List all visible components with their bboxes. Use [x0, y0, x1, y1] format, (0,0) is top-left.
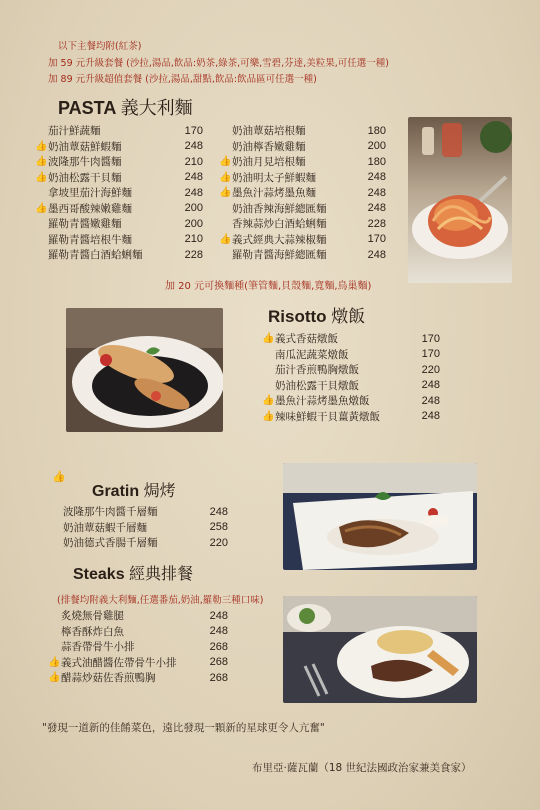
- menu-item-price: 248: [209, 505, 228, 518]
- footer-author: 布里亞·薩瓦蘭（18 世紀法國政治家兼美食家）: [252, 762, 472, 774]
- menu-item: [219, 247, 386, 263]
- header-note-set-89: 加 89 元升級超值套餐 (沙拉,湯品,甜點,飲品:飲品區可任選一種): [48, 74, 317, 85]
- pasta-section-title: [58, 94, 193, 120]
- thumbs-up-icon: 👍: [35, 202, 48, 214]
- risotto-title-en: Risotto: [268, 307, 327, 326]
- risotto-list: [262, 331, 440, 424]
- menu-item-price: 268: [209, 671, 228, 684]
- menu-item: [50, 535, 228, 551]
- menu-item-name: 羅勒青醬嫩雞麵: [48, 218, 122, 231]
- menu-item-name: 波隆那牛肉醬千層麵: [63, 506, 158, 519]
- menu-item-price: 248: [421, 379, 440, 392]
- menu-item-name: 奶油蕈菇鮮蝦麵: [48, 140, 122, 153]
- menu-item-name: 茄汁鮮蔬麵: [48, 125, 101, 138]
- pasta-title-zh: 義大利麵: [120, 98, 193, 119]
- thumbs-up-icon: 👍: [48, 672, 61, 684]
- menu-item-price: 258: [209, 521, 228, 534]
- menu-item: [35, 139, 203, 155]
- menu-item-name: 奶油蕈菇蝦千層麵: [63, 521, 147, 534]
- footer-quote: "發現一道新的佳餚菜色，遠比發現一顆新的星球更令人亢奮": [42, 722, 325, 734]
- menu-item-name: 奶油蕈菇培根麵: [232, 125, 306, 138]
- thumbs-up-icon: 👍: [219, 156, 232, 168]
- menu-item: [219, 232, 386, 248]
- menu-item: [48, 624, 228, 640]
- menu-item-name: 蒜香帶骨牛小排: [61, 641, 135, 654]
- risotto-photo: [66, 308, 223, 432]
- gratin-list: [50, 504, 228, 551]
- menu-item-name: 義式香菇燉飯: [275, 333, 338, 346]
- pasta-photo: [408, 117, 512, 283]
- menu-item-name: 奶油松露干貝麵: [48, 171, 122, 184]
- menu-item-name: 南瓜泥蔬菜燉飯: [275, 348, 349, 361]
- thumbs-up-icon: 👍: [52, 470, 66, 483]
- menu-item-price: 248: [367, 202, 386, 215]
- menu-item: [219, 185, 386, 201]
- menu-item-price: 228: [184, 248, 203, 261]
- menu-item-name: 羅勒青醬培根牛麵: [48, 233, 132, 246]
- pasta-noodle-swap-note: 加 20 元可換麵種(筆管麵,貝殼麵,寬麵,鳥巢麵): [165, 281, 372, 292]
- menu-item-name: 墨魚汁蒜烤墨魚燉飯: [275, 395, 370, 408]
- menu-item: [35, 232, 203, 248]
- menu-item-name: 奶油檸香嫩雞麵: [232, 140, 306, 153]
- menu-item-name: 墨西哥酸辣嫩雞麵: [48, 202, 132, 215]
- pasta-list-left: [35, 123, 203, 263]
- thumbs-up-icon: 👍: [35, 140, 48, 152]
- menu-item-name: 義式經典大蒜辣椒麵: [232, 233, 327, 246]
- header-note-set-59: 加 59 元升級套餐 (沙拉,湯品,飲品:奶茶,綠茶,可樂,雪碧,芬達,美粒果,可任選一種): [48, 58, 389, 69]
- thumbs-up-icon: 👍: [48, 656, 61, 668]
- menu-item-price: 248: [209, 609, 228, 622]
- menu-item-price: 200: [367, 140, 386, 153]
- menu-item: [50, 520, 228, 536]
- menu-item-name: 義式油醋醬佐帶骨牛小排: [61, 656, 177, 669]
- menu-item-name: 拿坡里茄汁海鮮麵: [48, 187, 132, 200]
- menu-item-price: 170: [367, 233, 386, 246]
- menu-item: [35, 123, 203, 139]
- menu-item-name: 波隆那牛肉醬麵: [48, 156, 122, 169]
- menu-item-name: 奶油松露干貝燉飯: [275, 379, 359, 392]
- menu-item-price: 180: [367, 155, 386, 168]
- steaks-title-zh: 經典排餐: [129, 564, 194, 583]
- steaks-title-en: Steaks: [73, 566, 125, 583]
- gratin-photo: [283, 463, 477, 570]
- steaks-photo: [283, 596, 477, 703]
- menu-item-name: 茄汁香煎鴨胸燉飯: [275, 364, 359, 377]
- menu-item: [219, 170, 386, 186]
- menu-item: [48, 608, 228, 624]
- menu-item: [262, 393, 440, 409]
- menu-item-price: 248: [184, 186, 203, 199]
- menu-item-price: 170: [184, 124, 203, 137]
- menu-item-name: 炙燒無骨雞腿: [61, 610, 124, 623]
- menu-item-price: 170: [421, 332, 440, 345]
- steaks-list: [48, 608, 228, 686]
- menu-item-price: 268: [209, 640, 228, 653]
- menu-item: [219, 201, 386, 217]
- menu-item-price: 210: [184, 233, 203, 246]
- menu-item: [48, 639, 228, 655]
- menu-item-name: 醋蒜炒菇佐香煎鴨胸: [61, 672, 156, 685]
- menu-item-name: 檸香酥炸白魚: [61, 625, 124, 638]
- menu-item-price: 248: [209, 625, 228, 638]
- thumbs-up-icon: 👍: [219, 171, 232, 183]
- gratin-title-zh: 焗烤: [143, 481, 176, 500]
- thumbs-up-icon: 👍: [262, 410, 275, 422]
- menu-item: [262, 362, 440, 378]
- menu-item: [219, 154, 386, 170]
- menu-item-name: 香辣蒜炒白酒蛤蜊麵: [232, 218, 327, 231]
- risotto-section-title: [268, 302, 365, 327]
- menu-item-price: 200: [184, 202, 203, 215]
- menu-item-price: 220: [421, 363, 440, 376]
- menu-item: [262, 378, 440, 394]
- menu-item: [219, 123, 386, 139]
- menu-item: [35, 216, 203, 232]
- menu-item-price: 248: [367, 186, 386, 199]
- menu-item-price: 220: [209, 536, 228, 549]
- menu-item: [262, 409, 440, 425]
- menu-item-name: 奶油德式香腸千層麵: [63, 537, 158, 550]
- menu-item-name: 墨魚汁蒜烤墨魚麵: [232, 187, 316, 200]
- menu-item-price: 248: [184, 140, 203, 153]
- menu-item: [48, 670, 228, 686]
- thumbs-up-icon: 👍: [219, 233, 232, 245]
- menu-item-price: 248: [367, 171, 386, 184]
- thumbs-up-icon: 👍: [35, 171, 48, 183]
- menu-item-name: 奶油香辣海鮮總匯麵: [232, 202, 327, 215]
- gratin-title-en: Gratin: [92, 483, 140, 500]
- menu-item: [219, 216, 386, 232]
- thumbs-up-icon: 👍: [35, 156, 48, 168]
- menu-item-price: 200: [184, 217, 203, 230]
- menu-item: [262, 347, 440, 363]
- thumbs-up-icon: 👍: [262, 333, 275, 345]
- menu-item: [35, 185, 203, 201]
- menu-item-price: 248: [184, 171, 203, 184]
- menu-item: [219, 139, 386, 155]
- menu-item-name: 羅勒青醬白酒蛤蜊麵: [48, 249, 143, 262]
- steaks-section-title: [73, 561, 193, 584]
- menu-item: [35, 170, 203, 186]
- menu-item-price: 248: [421, 394, 440, 407]
- thumbs-up-icon: 👍: [219, 187, 232, 199]
- menu-item: [35, 154, 203, 170]
- menu-item: [35, 247, 203, 263]
- menu-item: [50, 504, 228, 520]
- steaks-side-note: (排餐均附義大利麵,任選番茄,奶油,羅勒三種口味): [57, 595, 264, 606]
- menu-item-price: 170: [421, 348, 440, 361]
- menu-item-name: 羅勒青醬海鮮總匯麵: [232, 249, 327, 262]
- risotto-title-zh: 燉飯: [331, 307, 366, 327]
- menu-item: [262, 331, 440, 347]
- gratin-section-title: [92, 478, 176, 501]
- menu-item-price: 210: [184, 155, 203, 168]
- menu-item-price: 248: [421, 410, 440, 423]
- menu-item: [35, 201, 203, 217]
- menu-item: [48, 655, 228, 671]
- thumbs-up-icon: 👍: [262, 395, 275, 407]
- menu-item-name: 辣味鮮蝦干貝薑黃燉飯: [275, 410, 380, 423]
- pasta-title-en: PASTA: [58, 98, 116, 118]
- header-note-tea: 以下主餐均附(紅茶): [58, 41, 142, 52]
- menu-item-name: 奶油明太子鮮蝦麵: [232, 171, 316, 184]
- menu-item-price: 180: [367, 124, 386, 137]
- menu-item-price: 248: [367, 248, 386, 261]
- menu-item-name: 奶油月見培根麵: [232, 156, 306, 169]
- pasta-list-right: [219, 123, 386, 263]
- menu-item-price: 268: [209, 656, 228, 669]
- menu-item-price: 228: [367, 217, 386, 230]
